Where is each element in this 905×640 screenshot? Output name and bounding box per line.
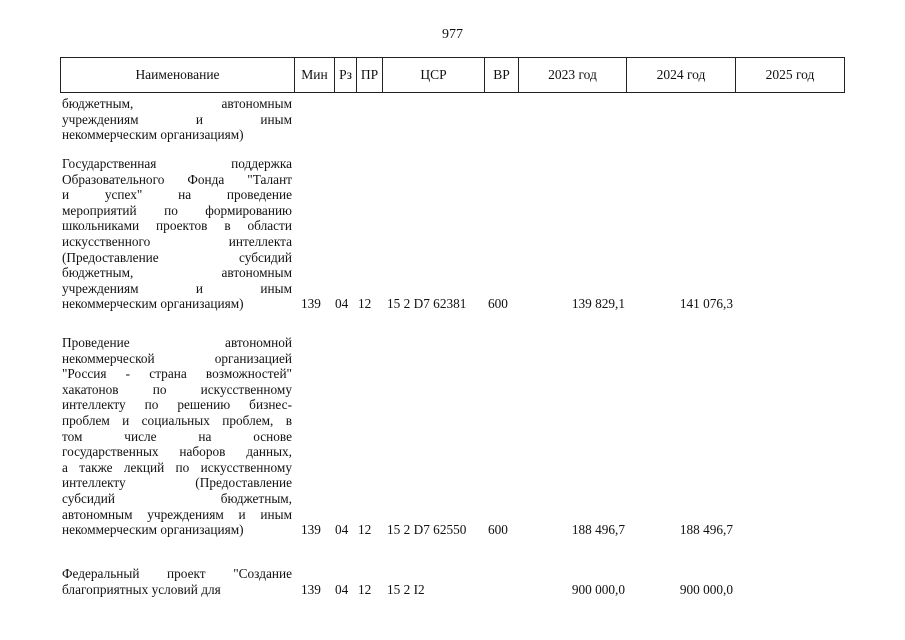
page-number: 977: [442, 27, 463, 42]
cell-vr: 600: [488, 522, 508, 538]
row-name-line: учреждениям и иным: [62, 280, 292, 296]
row-name-line: и успех" на проведение: [62, 187, 292, 203]
row-name-line: мероприятий по формированию: [62, 202, 292, 218]
row-name-line: бюджетным, автономным: [62, 96, 292, 111]
row-name-line: хакатонов по искусственному: [62, 381, 292, 397]
cell-pr: 12: [358, 581, 372, 597]
header-rz: Рз: [335, 58, 357, 92]
cell-csr: 15 2 D7 62550: [387, 522, 467, 538]
cell-pr: 12: [358, 296, 372, 312]
row-name-line: государственных наборов данных,: [62, 444, 292, 460]
header-2024: 2024 год: [627, 58, 736, 92]
row-name-line: "Россия - страна возможностей": [62, 366, 292, 382]
row-name-line: Образовательного Фонда "Талант: [62, 171, 292, 187]
cell-csr: 15 2 D7 62381: [387, 296, 467, 312]
row-name-line: автономным учреждениям и иным: [62, 506, 292, 522]
cell-rz: 04: [335, 522, 349, 538]
cell-min: 139: [301, 296, 321, 312]
row-name-line: некоммерческим организациям): [62, 296, 244, 312]
cell-pr: 12: [358, 522, 372, 538]
header-2025: 2025 год: [765, 67, 815, 82]
row-name-line: некоммерческим организациям): [62, 522, 244, 538]
row-name-line: благоприятных условий для: [62, 581, 221, 597]
row-name-line: Федеральный проект "Создание: [62, 566, 292, 581]
cell-y2024: 900 000,0: [679, 581, 733, 597]
cell-y2023: 900 000,0: [571, 581, 625, 597]
row-name-line: интеллекту (Предоставление: [62, 475, 292, 491]
cell-min: 139: [301, 581, 321, 597]
cell-csr: 15 2 I2: [387, 581, 425, 597]
cell-rz: 04: [335, 296, 349, 312]
row-name-line: том числе на основе: [62, 428, 292, 444]
cell-rz: 04: [335, 581, 349, 597]
row-name-line: бюджетным, автономным: [62, 265, 292, 281]
cell-y2024: 141 076,3: [679, 296, 733, 312]
row-name-line: Проведение автономной: [62, 335, 292, 350]
row-name-line: а также лекций по искусственному: [62, 459, 292, 475]
row-name-line: Государственная поддержка: [62, 156, 292, 171]
header-pr: ПР: [357, 58, 383, 92]
row-name: [62, 156, 292, 312]
cell-y2024: 188 496,7: [679, 522, 733, 538]
header-min: Мин: [295, 58, 335, 92]
row-name: [62, 566, 292, 597]
row-name-line: некоммерческим организациям): [62, 127, 244, 143]
row-name-line: искусственного интеллекта: [62, 233, 292, 249]
cell-min: 139: [301, 522, 321, 538]
row-name-line: (Предоставление субсидий: [62, 249, 292, 265]
cell-y2023: 139 829,1: [571, 296, 625, 312]
row-name-line: учреждениям и иным: [62, 111, 292, 127]
table-header: [60, 57, 845, 93]
row-name-line: интеллекту по решению бизнес-: [62, 397, 292, 413]
header-name: Наименование: [61, 58, 295, 92]
row-name-line: субсидий бюджетным,: [62, 490, 292, 506]
cell-vr: 600: [488, 296, 508, 312]
header-vr: ВР: [485, 58, 519, 92]
row-name-line: школьниками проектов в области: [62, 218, 292, 234]
row-name: [62, 335, 292, 538]
row-name-line: проблем и социальных проблем, в: [62, 412, 292, 428]
row-name-line: некоммерческой организацией: [62, 350, 292, 366]
cell-y2023: 188 496,7: [571, 522, 625, 538]
row-name: [62, 96, 292, 143]
header-2023: 2023 год: [519, 58, 627, 92]
header-csr: ЦСР: [383, 58, 485, 92]
